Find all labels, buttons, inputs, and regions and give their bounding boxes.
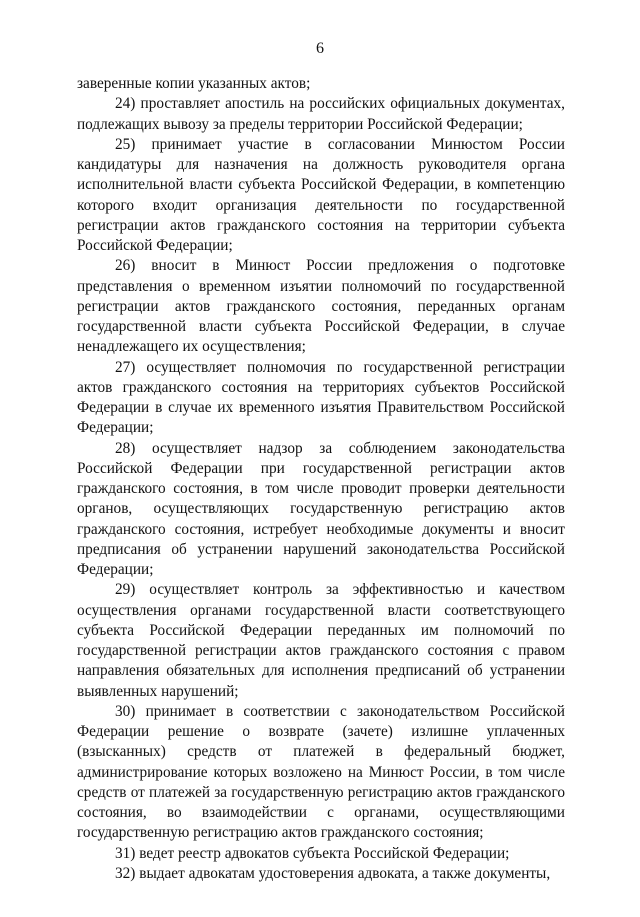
paragraph-item-24: 24) проставляет апостиль на российских официальных документах, подлежащих вывозу за пределы территории Российской Федерации;: [77, 95, 565, 133]
paragraph-item-31: 31) ведет реестр адвокатов субъекта Российской Федерации;: [115, 844, 510, 862]
paragraph-item-26: 26) вносит в Минюст России предложения о подготовке представления о временном изъятии полномочий по государственной регистрации актов гражданского состояния, переданных органам государственной власти субъекта Российской Федерации, в случае ненадлежащего их осуществления;: [77, 257, 565, 356]
paragraph-item-30: 30) принимает в соответствии с законодательством Российской Федерации решение о возврате (зачете) излишне уплаченных (взысканных) средств от платежей в федеральный бюджет, администрирование которых возложено на Минюст России, в том числе средств от платежей за государственную регистрацию актов гражданского состояния, во взаимодействии с органами, осуществляющими государственную регистрацию актов гражданского состояния;: [77, 702, 565, 842]
paragraph-item-25: 25) принимает участие в согласовании Минюстом России кандидатуры для назначения на должность руководителя органа исполнительной власти субъекта Российской Федерации, в компетенцию которого входит организация деятельности по государственной регистрации актов гражданского состояния на территории субъекта Российской Федерации;: [77, 135, 565, 254]
paragraph-item-29: 29) осуществляет контроль за эффективностью и качеством осуществления органами государственной власти соответствующего субъекта Российской Федерации переданных им полномочий по государственной регистрации актов гражданского состояния с правом направления обязательных для исполнения предписаний об устранении выявленных нарушений;: [77, 581, 565, 700]
paragraph-item-27: 27) осуществляет полномочия по государственной регистрации актов гражданского состояния на территориях субъектов Российской Федерации в случае их временного изъятия Правительством Российской Федерации;: [77, 358, 565, 437]
page-number: 6: [316, 40, 324, 57]
paragraph-continuation: заверенные копии указанных актов;: [77, 75, 311, 92]
document-body: [77, 74, 565, 884]
paragraph-item-28: 28) осуществляет надзор за соблюдением законодательства Российской Федерации при государственной регистрации актов гражданского состояния, в том числе проводит проверки деятельности органов, осуществляющих государственную регистрацию актов гражданского состояния, истребует необходимые документы и вносит предписания об устранении нарушений законодательства Российской Федерации;: [77, 439, 565, 578]
paragraph-item-32: 32) выдает адвокатам удостоверения адвоката, а также документы,: [115, 864, 551, 882]
